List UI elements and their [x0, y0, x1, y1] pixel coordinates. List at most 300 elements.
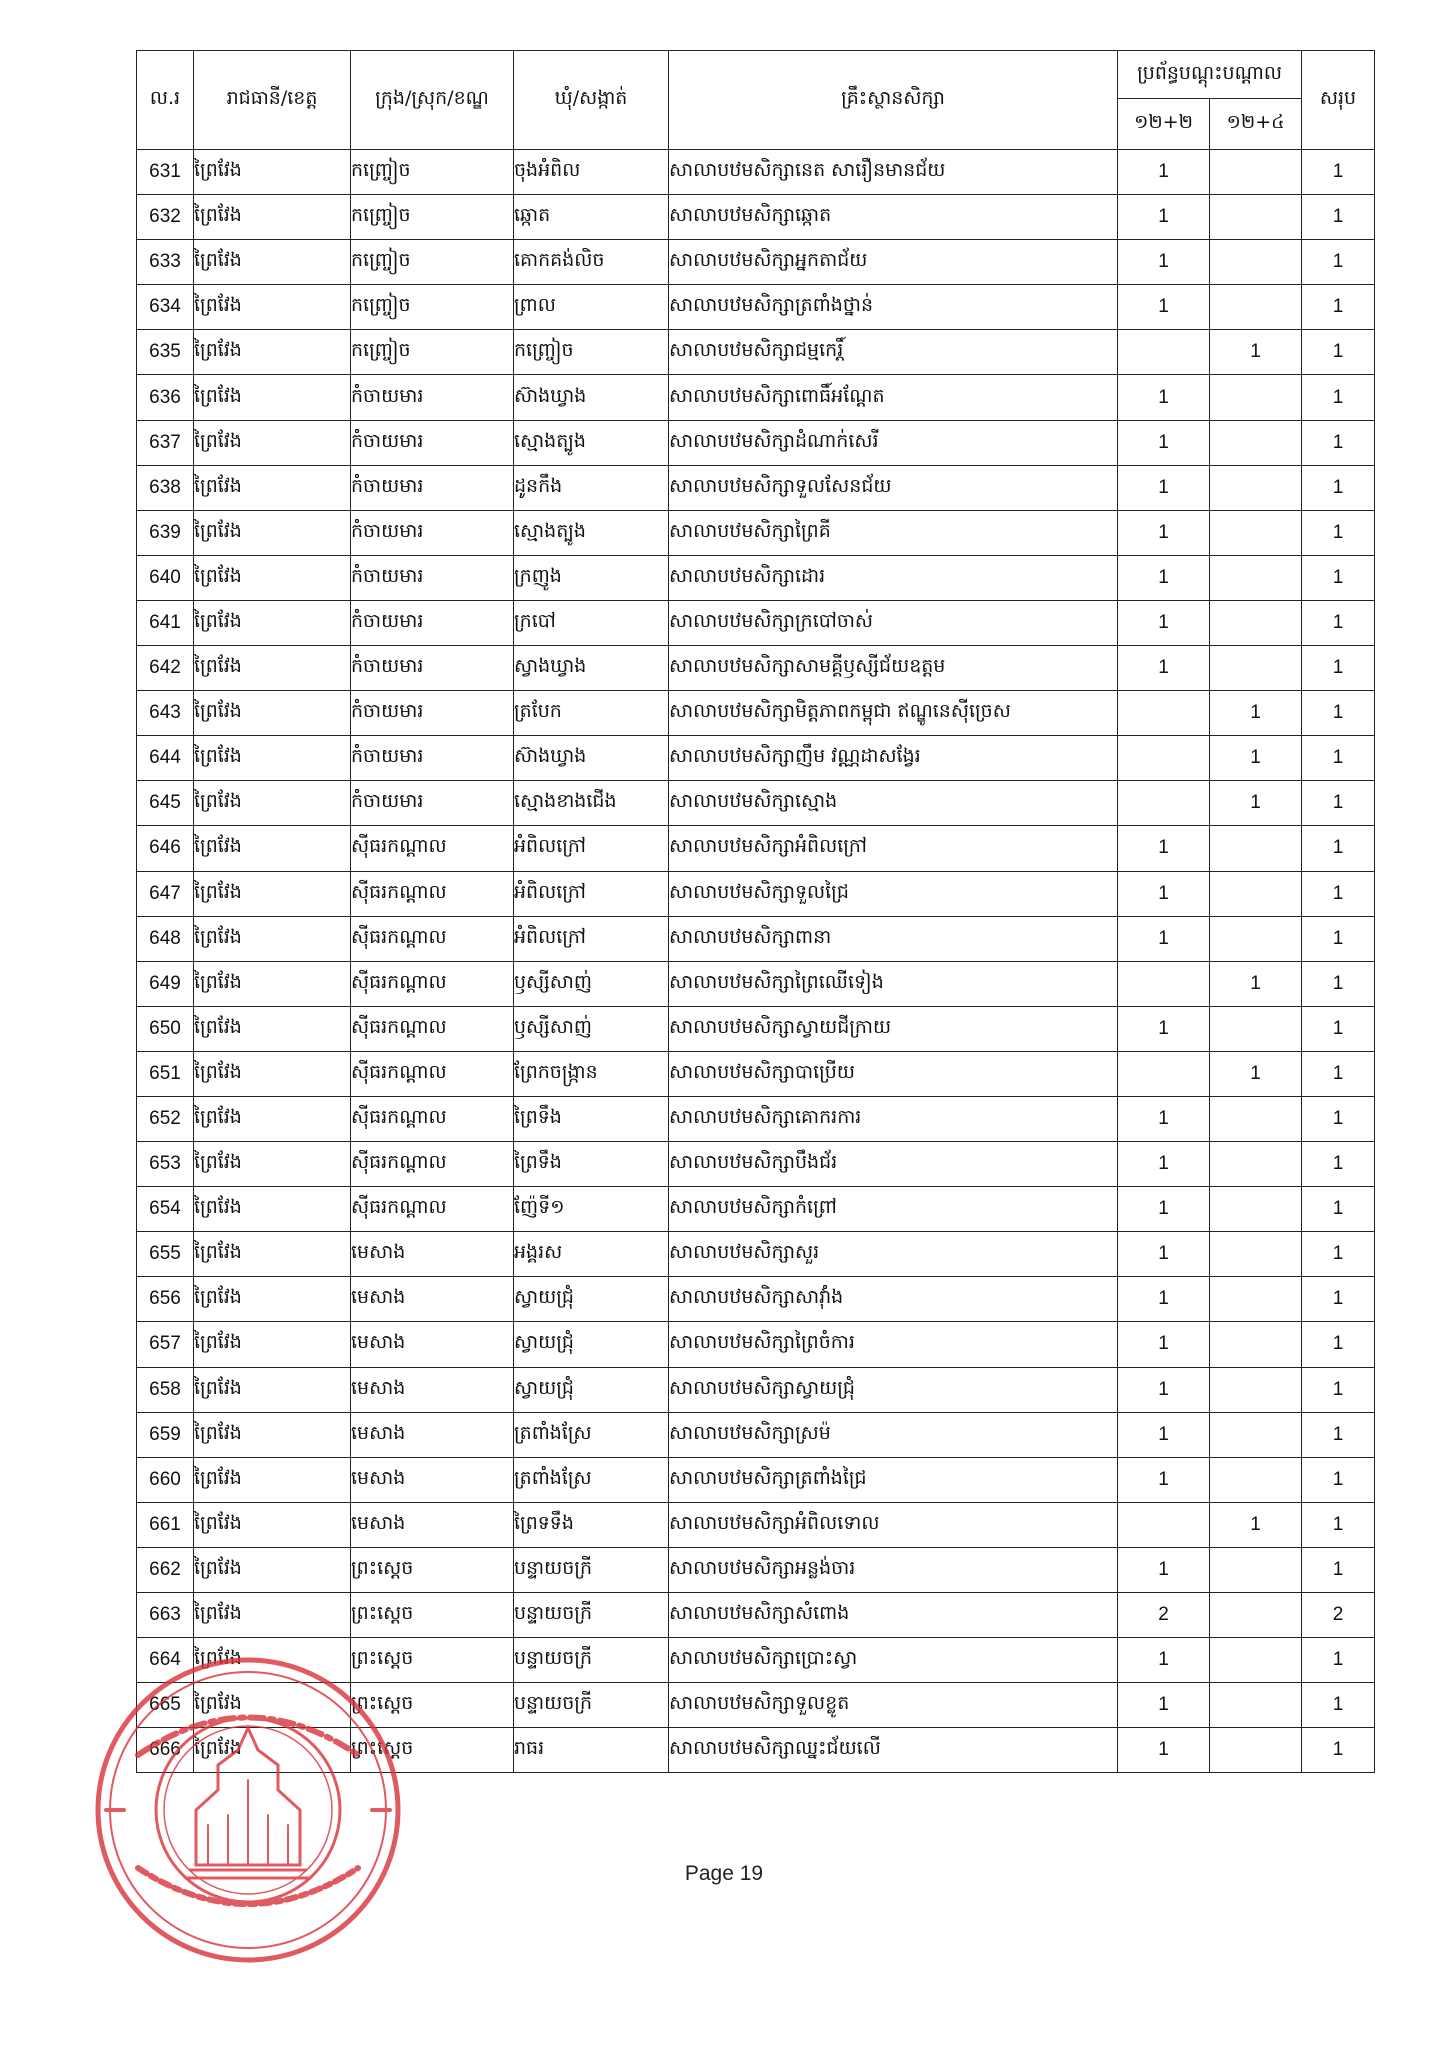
- count-12-plus-4-cell: [1210, 195, 1302, 240]
- count-12-plus-2-cell: 1: [1118, 1142, 1210, 1187]
- school-name-cell: សាលាបឋមសិក្សាស្មោង: [669, 781, 1118, 826]
- total-cell: 1: [1302, 646, 1375, 691]
- commune-cell: អំពិលក្រៅ: [514, 826, 669, 871]
- province-cell: ព្រៃវែង: [194, 330, 351, 375]
- district-cell: ស៊ីធរកណ្តាល: [351, 1051, 514, 1096]
- school-name-cell: សាលាបឋមសិក្សាព្រៃឈើទៀង: [669, 961, 1118, 1006]
- commune-cell: ព្រៃទឹង: [514, 1096, 669, 1141]
- province-cell: ព្រៃវែង: [194, 465, 351, 510]
- commune-cell: បន្ទាយចក្រី: [514, 1593, 669, 1638]
- count-12-plus-4-cell: [1210, 1547, 1302, 1592]
- commune-cell: ឆ្កោត: [514, 195, 669, 240]
- province-cell: ព្រៃវែង: [194, 1728, 351, 1773]
- header-total: សរុប: [1302, 51, 1375, 150]
- count-12-plus-2-cell: 1: [1118, 1367, 1210, 1412]
- district-cell: កញ្ច្រៀច: [351, 195, 514, 240]
- table-row: [137, 150, 1375, 195]
- school-name-cell: សាលាបឋមសិក្សាឈ្នះជ័យលើ: [669, 1728, 1118, 1773]
- province-cell: ព្រៃវែង: [194, 781, 351, 826]
- total-cell: 1: [1302, 510, 1375, 555]
- row-number: 647: [137, 871, 194, 916]
- row-number: 657: [137, 1322, 194, 1367]
- table-row: [137, 646, 1375, 691]
- school-name-cell: សាលាបឋមសិក្សាស្វាយជ្រុំ: [669, 1367, 1118, 1412]
- table-row: [137, 1547, 1375, 1592]
- district-cell: ស៊ីធរកណ្តាល: [351, 1096, 514, 1141]
- district-cell: ព្រះស្តេច: [351, 1728, 514, 1773]
- count-12-plus-4-cell: [1210, 1457, 1302, 1502]
- table-body: [137, 150, 1375, 1773]
- commune-cell: ត្របែក: [514, 691, 669, 736]
- row-number: 637: [137, 420, 194, 465]
- count-12-plus-4-cell: [1210, 916, 1302, 961]
- province-cell: ព្រៃវែង: [194, 916, 351, 961]
- row-number: 652: [137, 1096, 194, 1141]
- count-12-plus-4-cell: [1210, 465, 1302, 510]
- header-province: រាជធានី/ខេត្ត: [194, 51, 351, 150]
- school-name-cell: សាលាបឋមសិក្សាទួលសែនជ័យ: [669, 465, 1118, 510]
- commune-cell: បន្ទាយចក្រី: [514, 1547, 669, 1592]
- total-cell: 2: [1302, 1593, 1375, 1638]
- province-cell: ព្រៃវែង: [194, 1187, 351, 1232]
- table-row: [137, 1277, 1375, 1322]
- province-cell: ព្រៃវែង: [194, 871, 351, 916]
- province-cell: ព្រៃវែង: [194, 1547, 351, 1592]
- count-12-plus-2-cell: 1: [1118, 1683, 1210, 1728]
- row-number: 650: [137, 1006, 194, 1051]
- total-cell: 1: [1302, 1367, 1375, 1412]
- header-district: ក្រុង/ស្រុក/ខណ្ឌ: [351, 51, 514, 150]
- count-12-plus-4-cell: [1210, 1638, 1302, 1683]
- province-cell: ព្រៃវែង: [194, 961, 351, 1006]
- total-cell: 1: [1302, 1232, 1375, 1277]
- commune-cell: ព្រែកចង្ក្រាន: [514, 1051, 669, 1096]
- province-cell: ព្រៃវែង: [194, 1006, 351, 1051]
- count-12-plus-4-cell: [1210, 1322, 1302, 1367]
- table-row: [137, 1006, 1375, 1051]
- province-cell: ព្រៃវែង: [194, 240, 351, 285]
- commune-cell: ស្វាយជ្រុំ: [514, 1277, 669, 1322]
- commune-cell: ស៊ាងឃ្វាង: [514, 736, 669, 781]
- province-cell: ព្រៃវែង: [194, 1367, 351, 1412]
- total-cell: 1: [1302, 736, 1375, 781]
- commune-cell: ញ៉ែទី១: [514, 1187, 669, 1232]
- district-cell: កញ្ច្រៀច: [351, 240, 514, 285]
- district-cell: មេសាង: [351, 1277, 514, 1322]
- count-12-plus-4-cell: [1210, 240, 1302, 285]
- district-cell: មេសាង: [351, 1322, 514, 1367]
- province-cell: ព្រៃវែង: [194, 1683, 351, 1728]
- count-12-plus-2-cell: 1: [1118, 1547, 1210, 1592]
- commune-cell: អង្គរស: [514, 1232, 669, 1277]
- commune-cell: ព្រៃទឹង: [514, 1142, 669, 1187]
- total-cell: 1: [1302, 826, 1375, 871]
- school-name-cell: សាលាបឋមសិក្សាអ្នកតាជ័យ: [669, 240, 1118, 285]
- total-cell: 1: [1302, 916, 1375, 961]
- school-name-cell: សាលាបឋមសិក្សាអំពិលទោល: [669, 1502, 1118, 1547]
- row-number: 638: [137, 465, 194, 510]
- count-12-plus-2-cell: 1: [1118, 1322, 1210, 1367]
- count-12-plus-2-cell: 1: [1118, 285, 1210, 330]
- total-cell: 1: [1302, 1142, 1375, 1187]
- count-12-plus-2-cell: 1: [1118, 826, 1210, 871]
- total-cell: 1: [1302, 1096, 1375, 1141]
- district-cell: ព្រះស្តេច: [351, 1593, 514, 1638]
- province-cell: ព្រៃវែង: [194, 1502, 351, 1547]
- commune-cell: បន្ទាយចក្រី: [514, 1638, 669, 1683]
- school-name-cell: សាលាបឋមសិក្សាគោករការ: [669, 1096, 1118, 1141]
- total-cell: 1: [1302, 1006, 1375, 1051]
- row-number: 654: [137, 1187, 194, 1232]
- count-12-plus-4-cell: [1210, 1232, 1302, 1277]
- count-12-plus-2-cell: 1: [1118, 510, 1210, 555]
- total-cell: 1: [1302, 1728, 1375, 1773]
- table-row: [137, 826, 1375, 871]
- row-number: 655: [137, 1232, 194, 1277]
- count-12-plus-2-cell: 1: [1118, 150, 1210, 195]
- total-cell: 1: [1302, 330, 1375, 375]
- table-header: [137, 51, 1375, 150]
- total-cell: 1: [1302, 1457, 1375, 1502]
- count-12-plus-2-cell: 1: [1118, 871, 1210, 916]
- school-name-cell: សាលាបឋមសិក្សាដោរ: [669, 555, 1118, 600]
- table-row: [137, 1367, 1375, 1412]
- commune-cell: ស៊ាងឃ្វាង: [514, 375, 669, 420]
- count-12-plus-2-cell: 1: [1118, 600, 1210, 645]
- district-cell: កំចាយមារ: [351, 420, 514, 465]
- district-cell: មេសាង: [351, 1367, 514, 1412]
- table-row: [137, 961, 1375, 1006]
- count-12-plus-4-cell: [1210, 555, 1302, 600]
- total-cell: 1: [1302, 1638, 1375, 1683]
- header-commune: ឃុំ/សង្កាត់: [514, 51, 669, 150]
- commune-cell: ឫស្សីសាញ់: [514, 1006, 669, 1051]
- table-row: [137, 1322, 1375, 1367]
- count-12-plus-2-cell: 1: [1118, 1006, 1210, 1051]
- total-cell: 1: [1302, 240, 1375, 285]
- province-cell: ព្រៃវែង: [194, 195, 351, 240]
- table-row: [137, 1232, 1375, 1277]
- total-cell: 1: [1302, 1547, 1375, 1592]
- count-12-plus-2-cell: [1118, 330, 1210, 375]
- table-row: [137, 736, 1375, 781]
- province-cell: ព្រៃវែង: [194, 826, 351, 871]
- count-12-plus-4-cell: [1210, 1683, 1302, 1728]
- count-12-plus-2-cell: [1118, 781, 1210, 826]
- table-row: [137, 1187, 1375, 1232]
- school-name-cell: សាលាបឋមសិក្សាក្របៅចាស់: [669, 600, 1118, 645]
- table-row: [137, 555, 1375, 600]
- count-12-plus-2-cell: 1: [1118, 375, 1210, 420]
- row-number: 644: [137, 736, 194, 781]
- school-name-cell: សាលាបឋមសិក្សាបឹងជ័រ: [669, 1142, 1118, 1187]
- row-number: 656: [137, 1277, 194, 1322]
- count-12-plus-2-cell: 1: [1118, 1277, 1210, 1322]
- commune-cell: អំពិលក្រៅ: [514, 871, 669, 916]
- table-row: [137, 1502, 1375, 1547]
- province-cell: ព្រៃវែង: [194, 1232, 351, 1277]
- total-cell: 1: [1302, 1051, 1375, 1096]
- count-12-plus-2-cell: 1: [1118, 420, 1210, 465]
- commune-cell: ព្រាល: [514, 285, 669, 330]
- count-12-plus-2-cell: 1: [1118, 465, 1210, 510]
- row-number: 636: [137, 375, 194, 420]
- province-cell: ព្រៃវែង: [194, 375, 351, 420]
- count-12-plus-2-cell: 1: [1118, 1638, 1210, 1683]
- count-12-plus-2-cell: 2: [1118, 1593, 1210, 1638]
- commune-cell: ឫស្សីសាញ់: [514, 961, 669, 1006]
- count-12-plus-4-cell: [1210, 871, 1302, 916]
- district-cell: កំចាយមារ: [351, 375, 514, 420]
- table-row: [137, 1728, 1375, 1773]
- province-cell: ព្រៃវែង: [194, 1277, 351, 1322]
- table-row: [137, 916, 1375, 961]
- count-12-plus-4-cell: 1: [1210, 1502, 1302, 1547]
- table-row: [137, 420, 1375, 465]
- school-name-cell: សាលាបឋមសិក្សាប្រោះស្វា: [669, 1638, 1118, 1683]
- district-cell: មេសាង: [351, 1412, 514, 1457]
- commune-cell: ស្មោងត្បូង: [514, 510, 669, 555]
- district-cell: មេសាង: [351, 1502, 514, 1547]
- district-cell: ស៊ីធរកណ្តាល: [351, 1142, 514, 1187]
- count-12-plus-4-cell: [1210, 1142, 1302, 1187]
- table-row: [137, 1142, 1375, 1187]
- count-12-plus-4-cell: 1: [1210, 961, 1302, 1006]
- row-number: 651: [137, 1051, 194, 1096]
- province-cell: ព្រៃវែង: [194, 1142, 351, 1187]
- school-name-cell: សាលាបឋមសិក្សាព្រៃចំការ: [669, 1322, 1118, 1367]
- count-12-plus-4-cell: [1210, 375, 1302, 420]
- district-cell: ព្រះស្តេច: [351, 1638, 514, 1683]
- total-cell: 1: [1302, 150, 1375, 195]
- district-cell: កំចាយមារ: [351, 600, 514, 645]
- count-12-plus-2-cell: 1: [1118, 240, 1210, 285]
- row-number: 663: [137, 1593, 194, 1638]
- row-number: 665: [137, 1683, 194, 1728]
- commune-cell: ស្វាយជ្រុំ: [514, 1367, 669, 1412]
- district-cell: កំចាយមារ: [351, 555, 514, 600]
- table-row: [137, 1683, 1375, 1728]
- school-name-cell: សាលាបឋមសិក្សាពោធិ៍អណ្តែត: [669, 375, 1118, 420]
- school-name-cell: សាលាបឋមសិក្សាសួរ: [669, 1232, 1118, 1277]
- commune-cell: ស្វាយជ្រុំ: [514, 1322, 669, 1367]
- commune-cell: ត្រពាំងស្រែ: [514, 1412, 669, 1457]
- row-number: 659: [137, 1412, 194, 1457]
- row-number: 666: [137, 1728, 194, 1773]
- total-cell: 1: [1302, 465, 1375, 510]
- table-row: [137, 240, 1375, 285]
- district-cell: កញ្ច្រៀច: [351, 285, 514, 330]
- count-12-plus-4-cell: [1210, 150, 1302, 195]
- school-name-cell: សាលាបឋមសិក្សាបាប្រើយ: [669, 1051, 1118, 1096]
- schools-table: [136, 50, 1375, 1773]
- district-cell: កញ្ច្រៀច: [351, 150, 514, 195]
- district-cell: មេសាង: [351, 1232, 514, 1277]
- total-cell: 1: [1302, 420, 1375, 465]
- row-number: 645: [137, 781, 194, 826]
- count-12-plus-4-cell: [1210, 1096, 1302, 1141]
- count-12-plus-2-cell: 1: [1118, 1457, 1210, 1502]
- school-name-cell: សាលាបឋមសិក្សាត្រពាំងថ្នាន់: [669, 285, 1118, 330]
- count-12-plus-2-cell: [1118, 961, 1210, 1006]
- table-row: [137, 195, 1375, 240]
- row-number: 635: [137, 330, 194, 375]
- count-12-plus-4-cell: [1210, 1728, 1302, 1773]
- row-number: 661: [137, 1502, 194, 1547]
- row-number: 631: [137, 150, 194, 195]
- total-cell: 1: [1302, 961, 1375, 1006]
- district-cell: កំចាយមារ: [351, 736, 514, 781]
- district-cell: ព្រះស្តេច: [351, 1547, 514, 1592]
- row-number: 640: [137, 555, 194, 600]
- header-12-plus-4: ១២+៤: [1210, 99, 1302, 150]
- count-12-plus-4-cell: [1210, 420, 1302, 465]
- commune-cell: ស្មោងខាងជើង: [514, 781, 669, 826]
- row-number: 639: [137, 510, 194, 555]
- school-name-cell: សាលាបឋមសិក្សាមិត្តភាពកម្ពុជា ឥណ្ឌូនេស៊ីច្រេស: [669, 691, 1118, 736]
- commune-cell: ដូនកឹង: [514, 465, 669, 510]
- row-number: 662: [137, 1547, 194, 1592]
- province-cell: ព្រៃវែង: [194, 1096, 351, 1141]
- count-12-plus-4-cell: [1210, 1593, 1302, 1638]
- commune-cell: គោកគង់លិច: [514, 240, 669, 285]
- province-cell: ព្រៃវែង: [194, 510, 351, 555]
- row-number: 653: [137, 1142, 194, 1187]
- district-cell: មេសាង: [351, 1457, 514, 1502]
- table-row: [137, 1412, 1375, 1457]
- total-cell: 1: [1302, 195, 1375, 240]
- school-name-cell: សាលាបឋមសិក្សាញឹម វណ្ណដាសង្វែរ: [669, 736, 1118, 781]
- row-number: 660: [137, 1457, 194, 1502]
- count-12-plus-2-cell: 1: [1118, 1187, 1210, 1232]
- province-cell: ព្រៃវែង: [194, 1593, 351, 1638]
- district-cell: ស៊ីធរកណ្តាល: [351, 961, 514, 1006]
- count-12-plus-2-cell: [1118, 1502, 1210, 1547]
- province-cell: ព្រៃវែង: [194, 1638, 351, 1683]
- total-cell: 1: [1302, 871, 1375, 916]
- table-row: [137, 1096, 1375, 1141]
- count-12-plus-4-cell: [1210, 1367, 1302, 1412]
- count-12-plus-2-cell: 1: [1118, 1728, 1210, 1773]
- count-12-plus-4-cell: 1: [1210, 1051, 1302, 1096]
- header-no: ល.រ: [137, 51, 194, 150]
- total-cell: 1: [1302, 285, 1375, 330]
- province-cell: ព្រៃវែង: [194, 420, 351, 465]
- province-cell: ព្រៃវែង: [194, 1457, 351, 1502]
- count-12-plus-2-cell: 1: [1118, 1096, 1210, 1141]
- school-name-cell: សាលាបឋមសិក្សានេត សារឿនមានជ័យ: [669, 150, 1118, 195]
- total-cell: 1: [1302, 600, 1375, 645]
- commune-cell: ក្រញូង: [514, 555, 669, 600]
- row-number: 633: [137, 240, 194, 285]
- school-name-cell: សាលាបឋមសិក្សាសាមគ្គីឫស្សីជ័យឧត្តម: [669, 646, 1118, 691]
- count-12-plus-2-cell: 1: [1118, 916, 1210, 961]
- school-name-cell: សាលាបឋមសិក្សាត្រពាំងជ្រៃ: [669, 1457, 1118, 1502]
- row-number: 664: [137, 1638, 194, 1683]
- district-cell: ព្រះស្តេច: [351, 1683, 514, 1728]
- district-cell: កំចាយមារ: [351, 646, 514, 691]
- row-number: 646: [137, 826, 194, 871]
- table-row: [137, 1593, 1375, 1638]
- count-12-plus-2-cell: 1: [1118, 195, 1210, 240]
- total-cell: 1: [1302, 1683, 1375, 1728]
- count-12-plus-4-cell: [1210, 826, 1302, 871]
- row-number: 643: [137, 691, 194, 736]
- province-cell: ព្រៃវែង: [194, 691, 351, 736]
- table-row: [137, 285, 1375, 330]
- district-cell: ស៊ីធរកណ្តាល: [351, 1006, 514, 1051]
- school-name-cell: សាលាបឋមសិក្សាទួលជ្រៃ: [669, 871, 1118, 916]
- school-name-cell: សាលាបឋមសិក្សាស្វាយជីក្រាយ: [669, 1006, 1118, 1051]
- commune-cell: ត្រពាំងស្រែ: [514, 1457, 669, 1502]
- count-12-plus-4-cell: [1210, 600, 1302, 645]
- count-12-plus-2-cell: [1118, 691, 1210, 736]
- school-name-cell: សាលាបឋមសិក្សាដំណាក់សេរី: [669, 420, 1118, 465]
- count-12-plus-4-cell: 1: [1210, 691, 1302, 736]
- count-12-plus-2-cell: 1: [1118, 1412, 1210, 1457]
- district-cell: ស៊ីធរកណ្តាល: [351, 1187, 514, 1232]
- province-cell: ព្រៃវែង: [194, 600, 351, 645]
- commune-cell: បន្ទាយចក្រី: [514, 1683, 669, 1728]
- province-cell: ព្រៃវែង: [194, 1051, 351, 1096]
- school-name-cell: សាលាបឋមសិក្សាព្រៃគី: [669, 510, 1118, 555]
- province-cell: ព្រៃវែង: [194, 736, 351, 781]
- table-row: [137, 1638, 1375, 1683]
- count-12-plus-4-cell: [1210, 1187, 1302, 1232]
- table-row: [137, 1051, 1375, 1096]
- school-name-cell: សាលាបឋមសិក្សាឆ្កោត: [669, 195, 1118, 240]
- province-cell: ព្រៃវែង: [194, 555, 351, 600]
- count-12-plus-2-cell: 1: [1118, 646, 1210, 691]
- district-cell: ស៊ីធរកណ្តាល: [351, 826, 514, 871]
- row-number: 642: [137, 646, 194, 691]
- total-cell: 1: [1302, 1412, 1375, 1457]
- table-row: [137, 871, 1375, 916]
- header-training-system: ប្រព័ន្ធបណ្តុះបណ្តាល: [1118, 51, 1302, 99]
- count-12-plus-4-cell: 1: [1210, 781, 1302, 826]
- district-cell: កំចាយមារ: [351, 465, 514, 510]
- count-12-plus-4-cell: 1: [1210, 330, 1302, 375]
- province-cell: ព្រៃវែង: [194, 646, 351, 691]
- count-12-plus-4-cell: [1210, 1277, 1302, 1322]
- table-row: [137, 465, 1375, 510]
- total-cell: 1: [1302, 1277, 1375, 1322]
- row-number: 658: [137, 1367, 194, 1412]
- count-12-plus-4-cell: [1210, 1412, 1302, 1457]
- district-cell: កំចាយមារ: [351, 510, 514, 555]
- commune-cell: ក្របៅ: [514, 600, 669, 645]
- total-cell: 1: [1302, 691, 1375, 736]
- count-12-plus-4-cell: [1210, 1006, 1302, 1051]
- commune-cell: ចុងអំពិល: [514, 150, 669, 195]
- total-cell: 1: [1302, 781, 1375, 826]
- school-name-cell: សាលាបឋមសិក្សាអន្លង់ចារ: [669, 1547, 1118, 1592]
- commune-cell: កញ្ច្រៀច: [514, 330, 669, 375]
- header-school: គ្រឹះស្ថានសិក្សា: [669, 51, 1118, 150]
- total-cell: 1: [1302, 1502, 1375, 1547]
- commune-cell: រាធរ: [514, 1728, 669, 1773]
- table-row: [137, 330, 1375, 375]
- header-12-plus-2: ១២+២: [1118, 99, 1210, 150]
- count-12-plus-2-cell: [1118, 736, 1210, 781]
- school-name-cell: សាលាបឋមសិក្សាសំពោង: [669, 1593, 1118, 1638]
- school-name-cell: សាលាបឋមសិក្សាជម្មកេរ្តិ៍: [669, 330, 1118, 375]
- school-name-cell: សាលាបឋមសិក្សាសាវ៉ាំង: [669, 1277, 1118, 1322]
- commune-cell: ស្មោងត្បូង: [514, 420, 669, 465]
- table-row: [137, 1457, 1375, 1502]
- district-cell: ស៊ីធរកណ្តាល: [351, 916, 514, 961]
- table-row: [137, 781, 1375, 826]
